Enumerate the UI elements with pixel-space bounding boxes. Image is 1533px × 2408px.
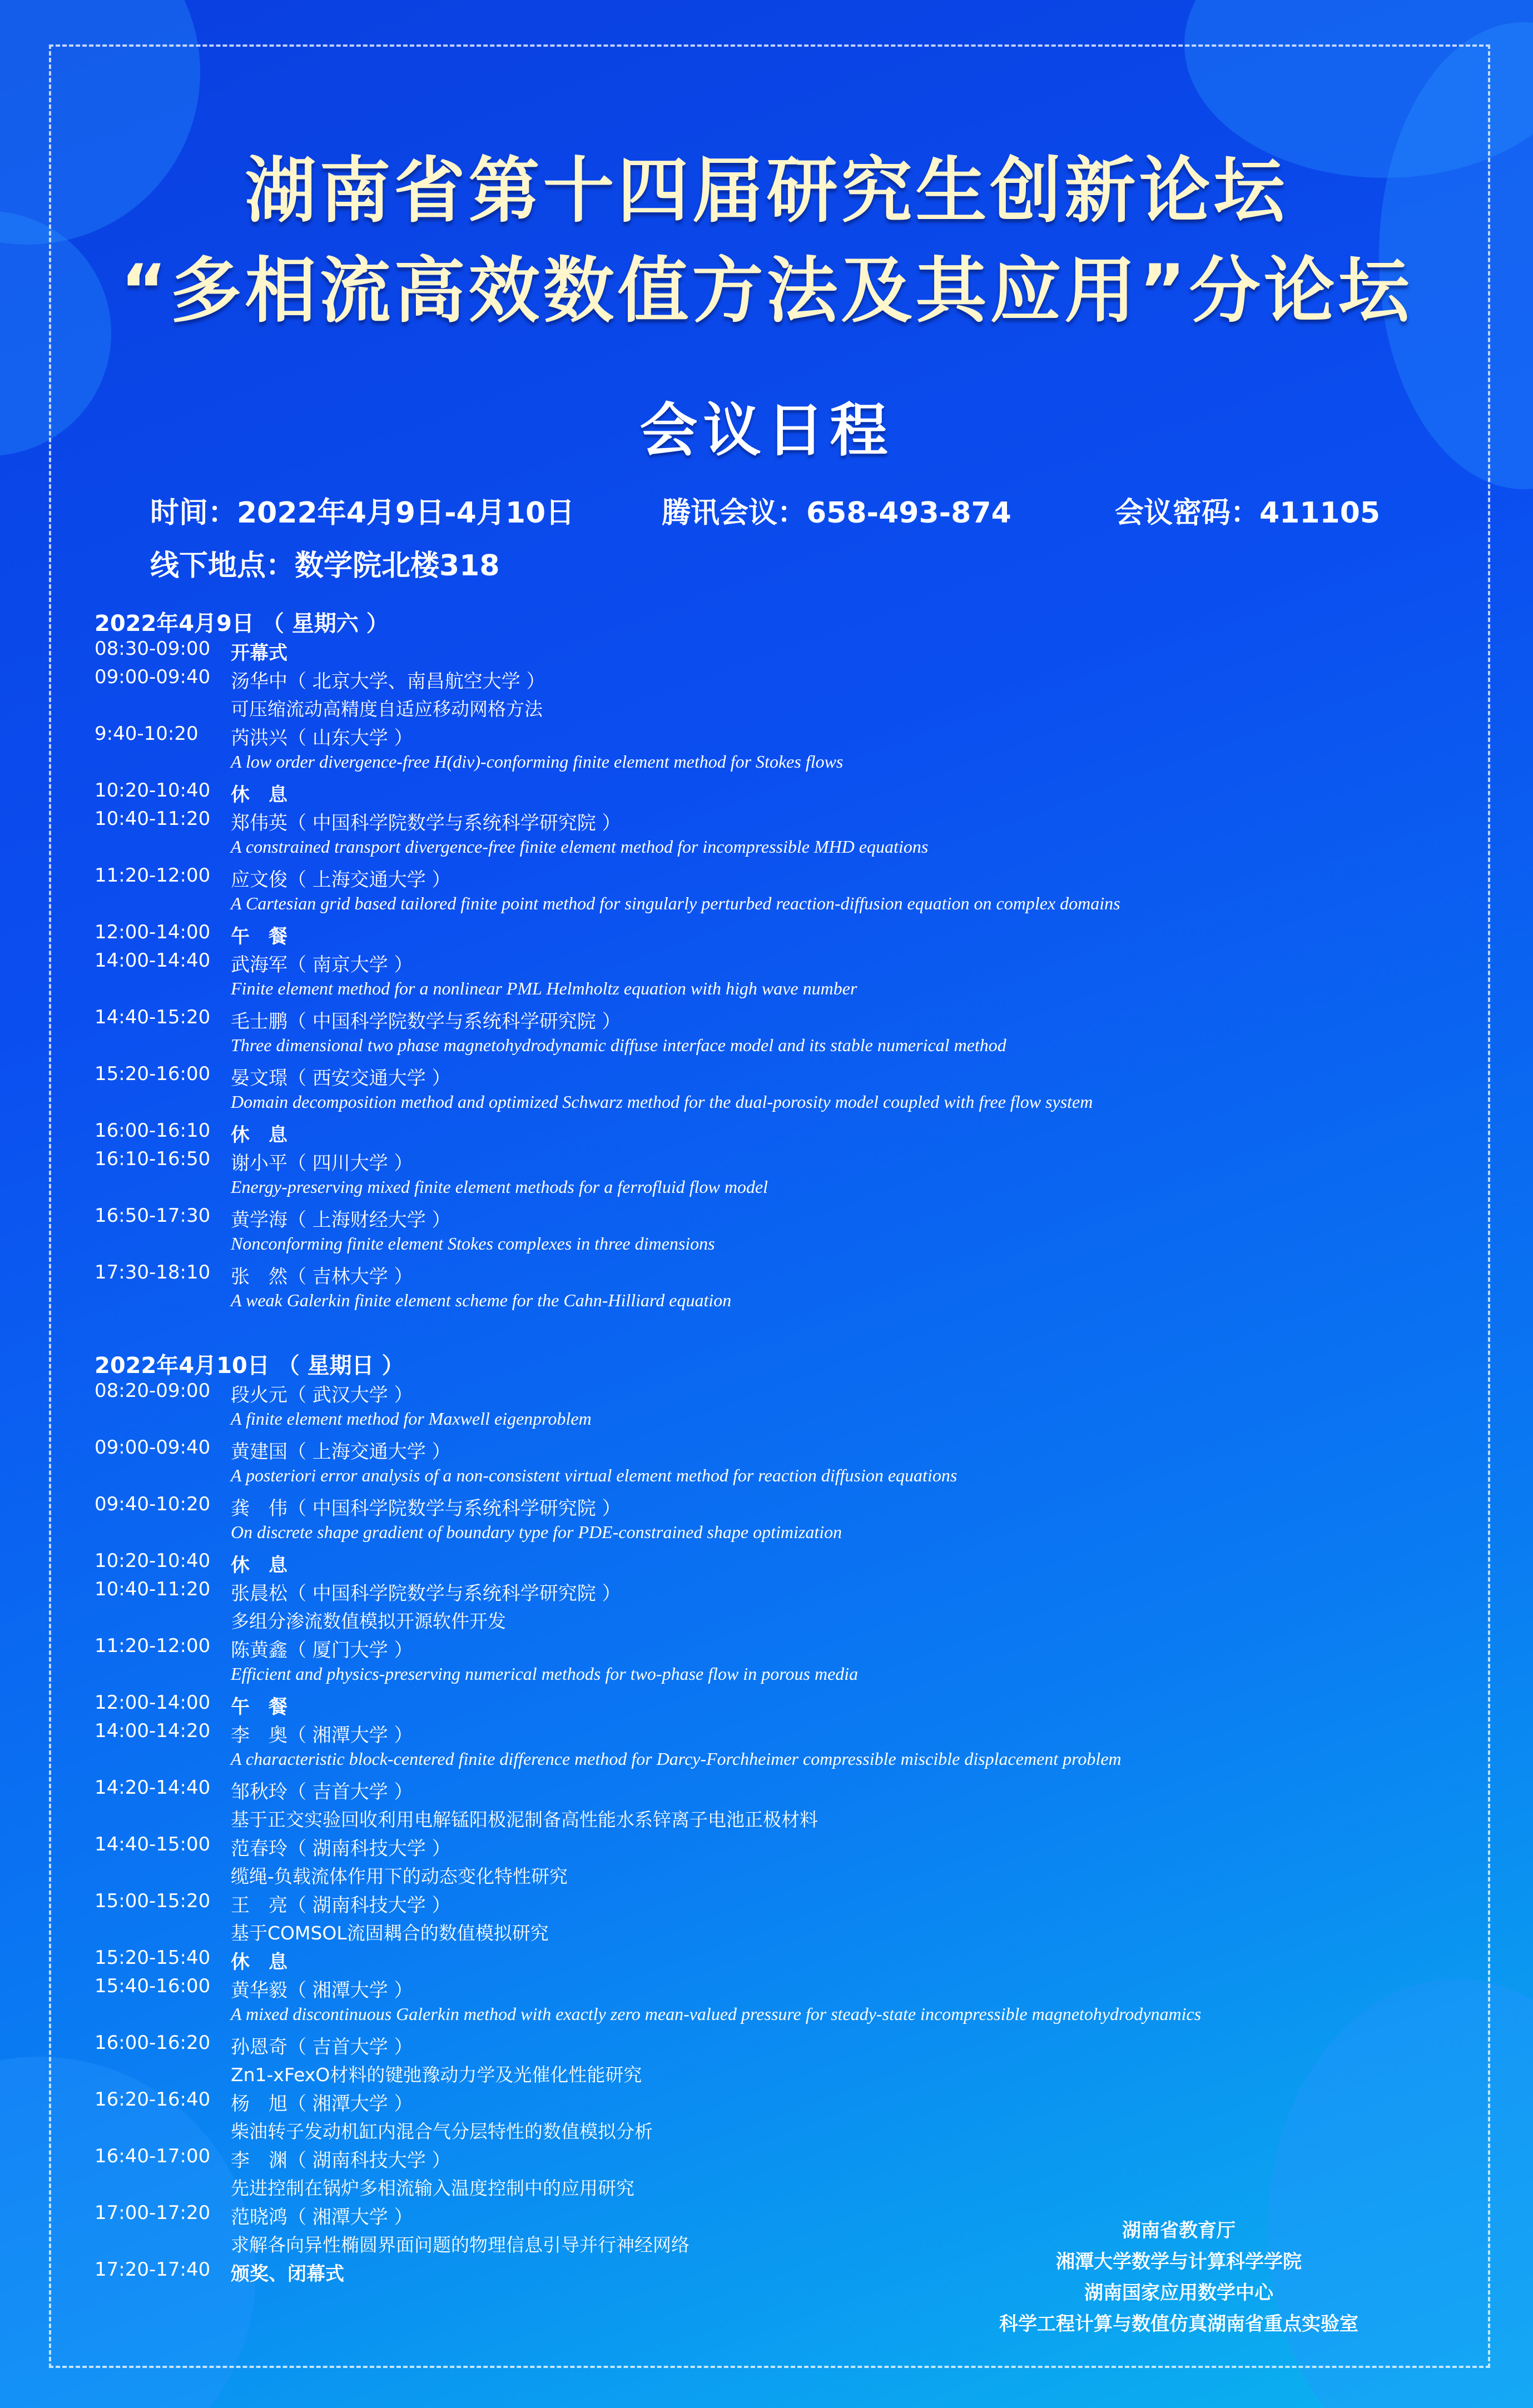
schedule-item (0, 1205, 1533, 1253)
speaker: 毛士鹏（ 中国科学院数学与系统科学研究院 ） (231, 1011, 621, 1033)
time-slot: 14:20-14:40 (95, 1777, 211, 1799)
time-slot: 10:20-10:40 (95, 1550, 211, 1572)
time-slot: 10:40-11:20 (95, 1578, 211, 1600)
speaker: 邹秋玲（ 吉首大学 ） (231, 1781, 413, 1803)
speaker: 汤华中（ 北京大学、南昌航空大学 ） (231, 670, 545, 693)
talk-title: 多组分渗流数值模拟开源软件开发 (231, 1610, 506, 1632)
organizer: 湘潭大学数学与计算科学学院 (1056, 2251, 1302, 2273)
session-label: 颁奖、闭幕式 (231, 2263, 344, 2285)
schedule-item (0, 723, 1533, 772)
time-slot: 17:00-17:20 (95, 2202, 211, 2224)
speaker: 范春玲（ 湖南科技大学 ） (231, 1838, 451, 1860)
speaker: 晏文璟（ 西安交通大学 ） (231, 1067, 451, 1089)
schedule-item (0, 2145, 1533, 2199)
schedule-item (0, 949, 1533, 998)
day-header: 2022年4月9日 （ 星期六 ） (95, 611, 389, 636)
session-label: 开幕式 (231, 642, 287, 664)
time-slot: 17:30-18:10 (95, 1261, 211, 1283)
time-slot: 12:00-14:00 (95, 921, 211, 943)
talk-title: Energy-preserving mixed finite element methods for a ferrofluid flow model (231, 1177, 768, 1197)
schedule-item (0, 1890, 1533, 1944)
speaker: 芮洪兴（ 山东大学 ） (231, 727, 413, 749)
organizers (968, 2215, 1390, 2340)
talk-title: A characteristic block-centered finite difference method for Darcy-Forchheimer compressible miscible displacement problem (231, 1749, 1122, 1769)
talk-title: 求解各向异性椭圆界面问题的物理信息引导并行神经网络 (231, 2234, 689, 2256)
schedule-item (0, 1833, 1533, 1887)
talk-title: A mixed discontinuous Galerkin method with exactly zero mean-valued pressure for steady-state incompressible magnetohydrodynamics (231, 2004, 1202, 2024)
talk-title: 可压缩流动高精度自适应移动网格方法 (231, 698, 543, 720)
time-slot: 10:40-11:20 (95, 808, 211, 830)
schedule-item (0, 1635, 1533, 1684)
speaker: 黄华毅（ 湘潭大学 ） (231, 1979, 413, 2002)
schedule-item (0, 808, 1533, 857)
schedule-item (0, 1777, 1533, 1830)
tencent-meeting-id: 腾讯会议：658-493-874 (662, 496, 1011, 530)
talk-title: A constrained transport divergence-free finite element method for incompressible MHD equations (231, 837, 929, 857)
speaker: 李 奥（ 湘潭大学 ） (231, 1724, 413, 1747)
speaker: 黄建国（ 上海交通大学 ） (231, 1441, 451, 1463)
speaker: 陈黄鑫（ 厦门大学 ） (231, 1639, 413, 1661)
speaker: 应文俊（ 上海交通大学 ） (231, 869, 451, 891)
time-slot: 15:20-15:40 (95, 1947, 211, 1969)
meeting-password: 会议密码：411105 (1115, 496, 1381, 530)
schedule-item (0, 1436, 1533, 1485)
time-slot: 16:00-16:20 (95, 2032, 211, 2054)
time-slot: 15:00-15:20 (95, 1890, 211, 1912)
talk-title: 缆绳-负载流体作用下的动态变化特性研究 (231, 1865, 568, 1887)
session-label: 午 餐 (231, 1696, 287, 1718)
session-label: 休 息 (231, 784, 287, 806)
time-slot: 09:00-09:40 (95, 1436, 211, 1459)
time-slot: 14:40-15:20 (95, 1006, 211, 1028)
schedule-break (0, 921, 1533, 949)
talk-title: 基于正交实验回收利用电解锰阳极泥制备高性能水系锌离子电池正极材料 (231, 1809, 818, 1830)
talk-title: A posteriori error analysis of a non-consistent virtual element method for reaction diffusion equations (231, 1465, 957, 1485)
schedule-heading: 会议日程 (639, 396, 894, 464)
schedule-item (0, 864, 1533, 913)
time-slot: 14:00-14:20 (95, 1720, 211, 1742)
talk-title: On discrete shape gradient of boundary type for PDE-constrained shape optimization (231, 1522, 842, 1542)
time-slot: 16:50-17:30 (95, 1205, 211, 1227)
schedule-item (0, 1006, 1533, 1055)
schedule-break (0, 779, 1533, 807)
session-label: 休 息 (231, 1951, 287, 1973)
time-slot: 9:40-10:20 (95, 723, 199, 745)
session-label: 休 息 (231, 1124, 287, 1146)
schedule-item (0, 1380, 1533, 1429)
time-slot: 14:00-14:40 (95, 949, 211, 972)
speaker: 杨 旭（ 湘潭大学 ） (231, 2093, 413, 2115)
schedule-item (0, 1261, 1533, 1310)
session-label: 午 餐 (231, 926, 287, 948)
talk-title: A weak Galerkin finite element scheme for the Cahn-Hilliard equation (231, 1290, 732, 1310)
speaker: 孙恩奇（ 吉首大学 ） (231, 2036, 413, 2058)
speaker: 郑伟英（ 中国科学院数学与系统科学研究院 ） (231, 812, 621, 834)
day-header: 2022年4月10日 （ 星期日 ） (95, 1353, 404, 1379)
talk-title: Finite element method for a nonlinear PML Helmholtz equation with high wave number (231, 978, 857, 998)
time-slot: 08:30-09:00 (95, 638, 211, 660)
organizer: 湖南国家应用数学中心 (1084, 2282, 1273, 2304)
speaker: 段火元（ 武汉大学 ） (231, 1384, 413, 1406)
schedule-break (0, 1947, 1533, 1974)
speaker: 龚 伟（ 中国科学院数学与系统科学研究院 ） (231, 1497, 621, 1520)
session-label: 休 息 (231, 1554, 287, 1576)
time-slot: 09:40-10:20 (95, 1493, 211, 1515)
schedule-item (0, 2088, 1533, 2142)
speaker: 张 然（ 吉林大学 ） (231, 1266, 413, 1288)
talk-title: A low order divergence-free H(div)-conforming finite element method for Stokes flows (231, 752, 844, 772)
subforum-title: “多相流高效数值方法及其应用”分论坛 (120, 250, 1413, 332)
schedule-item (0, 1148, 1533, 1197)
talk-title: Three dimensional two phase magnetohydrodynamic diffuse interface model and its stable numerical method (231, 1035, 1006, 1055)
time-slot: 16:10-16:50 (95, 1148, 211, 1170)
schedule-item (0, 1975, 1533, 2024)
time-slot: 09:00-09:40 (95, 666, 211, 688)
time-slot: 15:40-16:00 (95, 1975, 211, 1997)
time-slot: 11:20-12:00 (95, 864, 211, 887)
speaker: 黄学海（ 上海财经大学 ） (231, 1209, 451, 1231)
talk-title: Domain decomposition method and optimized Schwarz method for the dual-porosity model coupled with free flow system (231, 1092, 1093, 1112)
organizer: 科学工程计算与数值仿真湖南省重点实验室 (999, 2313, 1358, 2335)
talk-title: Nonconforming finite element Stokes complexes in three dimensions (231, 1233, 715, 1253)
time-slot: 17:20-17:40 (95, 2258, 211, 2281)
schedule-item (0, 1063, 1533, 1112)
schedule-item (0, 1578, 1533, 1632)
talk-title: 柴油转子发动机缸内混合气分层特性的数值模拟分析 (231, 2121, 653, 2142)
time-slot: 11:20-12:00 (95, 1635, 211, 1657)
schedule-break (0, 1120, 1533, 1147)
speaker: 范晓鸿（ 湘潭大学 ） (231, 2206, 413, 2228)
talk-title: 先进控制在锅炉多相流输入温度控制中的应用研究 (231, 2177, 634, 2199)
speaker: 王 亮（ 湖南科技大学 ） (231, 1894, 451, 1917)
forum-title: 湖南省第十四届研究生创新论坛 (245, 150, 1288, 232)
talk-title: 基于COMSOL流固耦合的数值模拟研究 (231, 1922, 549, 1944)
talk-title: Zn1-xFexO材料的键弛豫动力学及光催化性能研究 (231, 2064, 642, 2086)
time-slot: 14:40-15:00 (95, 1833, 211, 1855)
schedule-break (0, 1691, 1533, 1719)
speaker: 李 渊（ 湖南科技大学 ） (231, 2150, 451, 2172)
schedule-item (0, 1720, 1533, 1769)
time-slot: 15:20-16:00 (95, 1063, 211, 1085)
schedule-item (0, 666, 1533, 720)
speaker: 谢小平（ 四川大学 ） (231, 1152, 413, 1175)
time-slot: 10:20-10:40 (95, 779, 211, 802)
meeting-time: 时间：2022年4月9日-4月10日 (150, 496, 575, 530)
speaker: 武海军（ 南京大学 ） (231, 954, 413, 976)
talk-title: A finite element method for Maxwell eigenproblem (231, 1409, 592, 1429)
organizer: 湖南省教育厅 (1122, 2220, 1236, 2242)
talk-title: A Cartesian grid based tailored finite point method for singularly perturbed reaction-diffusion equation on complex domains (231, 893, 1120, 913)
talk-title: Efficient and physics-preserving numerical methods for two-phase flow in porous media (231, 1664, 859, 1684)
schedule-item (0, 1493, 1533, 1542)
schedule-break (0, 638, 1533, 665)
offline-venue: 线下地点：数学院北楼318 (150, 549, 500, 583)
schedule-break (0, 1550, 1533, 1578)
schedule-item (0, 2032, 1533, 2086)
time-slot: 16:20-16:40 (95, 2088, 211, 2111)
speaker: 张晨松（ 中国科学院数学与系统科学研究院 ） (231, 1583, 621, 1605)
time-slot: 08:20-09:00 (95, 1380, 211, 1402)
time-slot: 12:00-14:00 (95, 1691, 211, 1714)
time-slot: 16:40-17:00 (95, 2145, 211, 2167)
time-slot: 16:00-16:10 (95, 1120, 211, 1142)
